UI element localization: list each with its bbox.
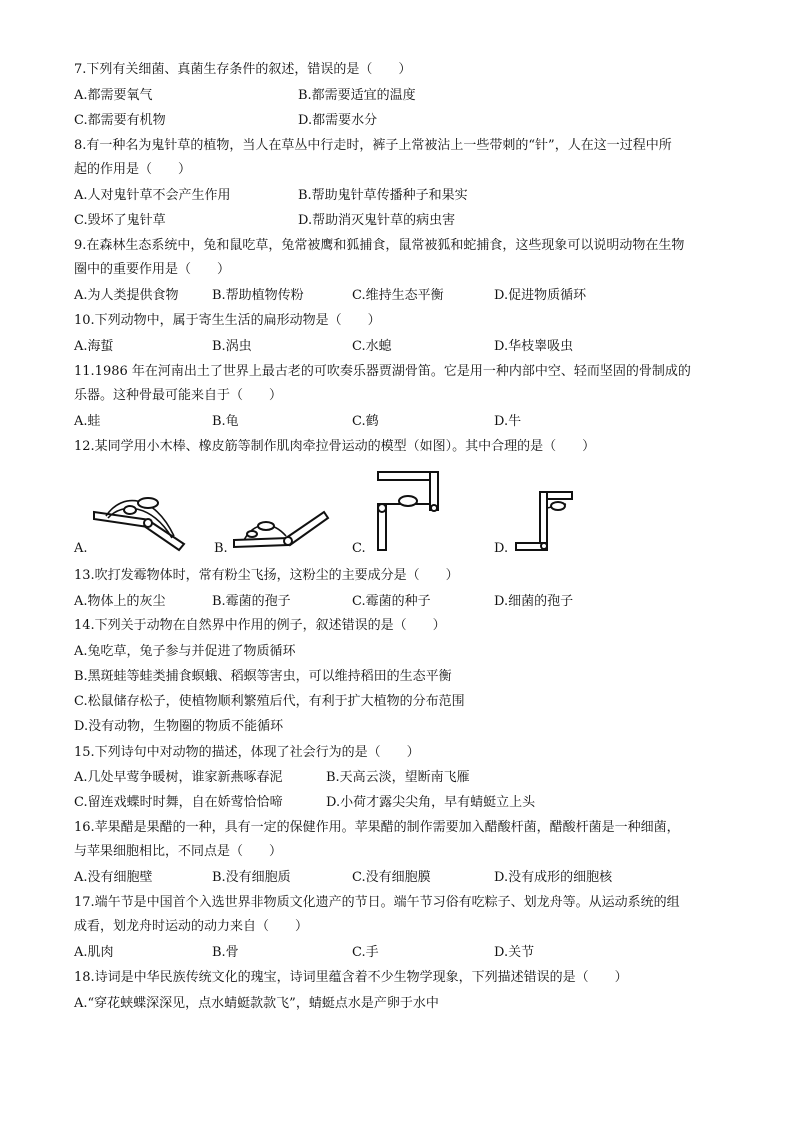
question-10-option-a: A.海蜇 xyxy=(74,339,114,354)
question-17-option-c: C.手 xyxy=(352,945,379,960)
question-9-option-a: A.为人类提供食物 xyxy=(74,288,179,303)
question-17-option-a: A.肌肉 xyxy=(74,945,114,960)
question-17-stem-cont: 成看，划龙舟时运动的动力来自（ ） xyxy=(74,919,309,934)
question-12-stem: 12.某同学用小木棒、橡皮筋等制作肌肉牵拉骨运动的模型（如图）。其中合理的是（ ） xyxy=(74,439,596,454)
question-9-option-b: B.帮助植物传粉 xyxy=(212,288,304,303)
question-17-stem: 17.端午节是中国首个入选世界非物质文化遗产的节日。端午节习俗有吃粽子、划龙舟等。从运动系统的组 xyxy=(74,895,680,910)
question-16-option-c: C.没有细胞膜 xyxy=(352,870,431,885)
question-7-option-d: D.都需要水分 xyxy=(298,113,378,128)
muscle-model-figure-d xyxy=(514,488,574,554)
question-13-option-d: D.细菌的孢子 xyxy=(494,594,574,609)
question-17-option-b: B.骨 xyxy=(212,945,239,960)
question-10-option-d: D.华枝睾吸虫 xyxy=(494,339,574,354)
question-11-option-a: A.蛙 xyxy=(74,414,101,429)
question-16-option-d: D.没有成形的细胞核 xyxy=(494,870,613,885)
question-8-option-a: A.人对鬼针草不会产生作用 xyxy=(74,188,231,203)
question-8-option-d: D.帮助消灭鬼针草的病虫害 xyxy=(298,213,456,228)
question-13-option-c: C.霉菌的种子 xyxy=(352,594,431,609)
question-13-stem: 13.吹打发霉物体时，常有粉尘飞扬，这粉尘的主要成分是（ ） xyxy=(74,568,459,583)
question-8-option-c: C.毁坏了鬼针草 xyxy=(74,213,166,228)
question-8-stem: 8.有一种名为鬼针草的植物，当人在草丛中行走时，裤子上常被沾上一些带刺的“针”，人在这一过程中所 xyxy=(74,138,672,153)
question-8-option-b: B.帮助鬼针草传播种子和果实 xyxy=(298,188,468,203)
question-12-option-a: A. xyxy=(74,541,88,556)
question-8-stem-cont: 起的作用是（ ） xyxy=(74,162,192,177)
question-18-stem: 18.诗词是中华民族传统文化的瑰宝，诗词里蕴含着不少生物学现象，下列描述错误的是（ ） xyxy=(74,970,628,985)
question-9-option-c: C.维持生态平衡 xyxy=(352,288,444,303)
muscle-model-figure-b xyxy=(230,508,330,554)
question-18-option-a: A.“穿花蛱蝶深深见，点水蜻蜓款款飞”，蜻蜓点水是产卵于水中 xyxy=(74,996,439,1011)
question-12-option-c: C. xyxy=(352,541,366,556)
muscle-model-figure-c xyxy=(370,468,442,554)
question-7-option-c: C.都需要有机物 xyxy=(74,113,166,128)
question-10-option-c: C.水螅 xyxy=(352,339,392,354)
question-17-option-d: D.关节 xyxy=(494,945,535,960)
question-15-option-b: B.天高云淡，望断南飞雁 xyxy=(326,770,470,785)
question-7-option-b: B.都需要适宜的温度 xyxy=(298,88,416,103)
question-7-stem: 7.下列有关细菌、真菌生存条件的叙述，错误的是（ ） xyxy=(74,62,412,77)
question-11-stem: 11.1986 年在河南出土了世界上最古老的可吹奏乐器贾湖骨笛。它是用一种内部中空、轻而坚固的骨制成的 xyxy=(74,364,691,379)
question-14-stem: 14.下列关于动物在自然界中作用的例子，叙述错误的是（ ） xyxy=(74,618,446,633)
question-11-option-d: D.牛 xyxy=(494,414,522,429)
question-16-stem-cont: 与苹果细胞相比，不同点是（ ） xyxy=(74,844,283,859)
question-16-option-b: B.没有细胞质 xyxy=(212,870,291,885)
question-13-option-b: B.霉菌的孢子 xyxy=(212,594,291,609)
question-16-stem: 16.苹果醋是果醋的一种，具有一定的保健作用。苹果醋的制作需要加入醋酸杆菌，醋酸杆菌是一种细菌， xyxy=(74,820,680,835)
question-11-stem-cont: 乐器。这种骨最可能来自于（ ） xyxy=(74,388,283,403)
question-15-option-d: D.小荷才露尖尖角，早有蜻蜓立上头 xyxy=(326,795,536,810)
question-10-stem: 10.下列动物中，属于寄生生活的扁形动物是（ ） xyxy=(74,313,381,328)
question-11-option-b: B.龟 xyxy=(212,414,239,429)
question-9-stem: 9.在森林生态系统中，兔和鼠吃草，兔常被鹰和狐捕食，鼠常被狐和蛇捕食，这些现象可以说明动物在生物 xyxy=(74,238,685,253)
question-14-option-c: C.松鼠储存松子，使植物顺利繁殖后代，有利于扩大植物的分布范围 xyxy=(74,694,465,709)
question-12-option-d: D. xyxy=(494,541,509,556)
question-10-option-b: B.涡虫 xyxy=(212,339,252,354)
question-11-option-c: C.鹤 xyxy=(352,414,379,429)
question-9-stem-cont: 圈中的重要作用是（ ） xyxy=(74,262,231,277)
question-14-option-b: B.黑斑蛙等蛙类捕食螟蛾、稻螟等害虫，可以维持稻田的生态平衡 xyxy=(74,669,452,684)
question-16-option-a: A.没有细胞壁 xyxy=(74,870,153,885)
question-14-option-a: A.兔吃草，兔子参与并促进了物质循环 xyxy=(74,644,296,659)
question-14-option-d: D.没有动物，生物圈的物质不能循环 xyxy=(74,719,284,734)
muscle-model-figure-a xyxy=(92,490,192,552)
question-13-option-a: A.物体上的灰尘 xyxy=(74,594,166,609)
question-15-option-c: C.留连戏蝶时时舞，自在娇莺恰恰啼 xyxy=(74,795,283,810)
question-15-option-a: A.几处早莺争暖树，谁家新燕啄春泥 xyxy=(74,770,283,785)
question-9-option-d: D.促进物质循环 xyxy=(494,288,587,303)
question-7-option-a: A.都需要氧气 xyxy=(74,88,153,103)
question-15-stem: 15.下列诗句中对动物的描述，体现了社会行为的是（ ） xyxy=(74,745,420,760)
question-12-option-b: B. xyxy=(214,541,228,556)
